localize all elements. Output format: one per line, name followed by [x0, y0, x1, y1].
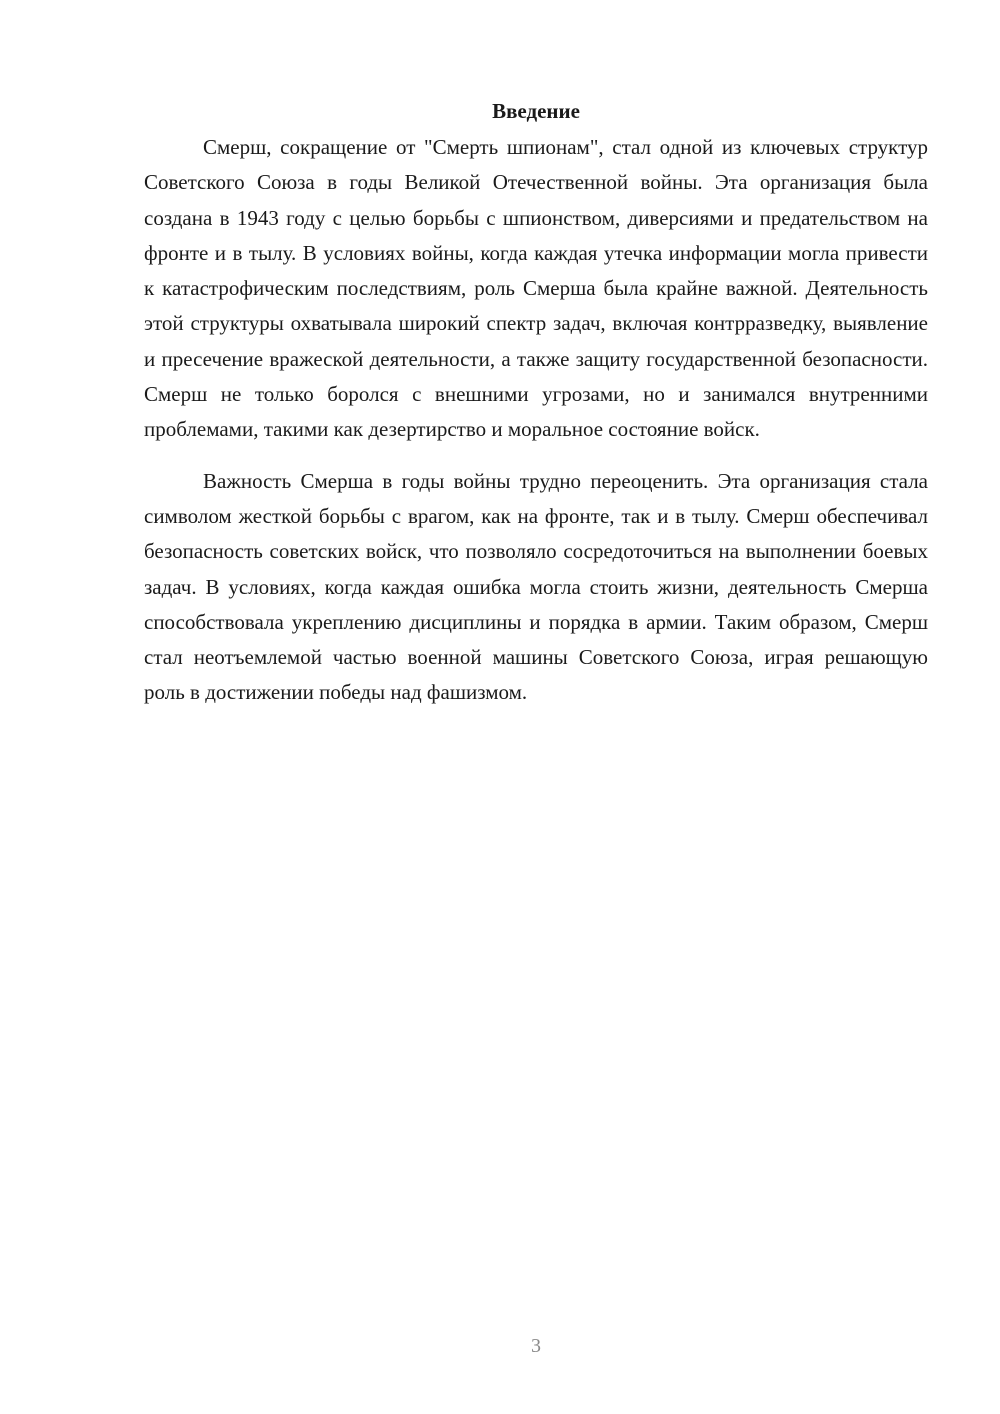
section-heading: Введение [492, 99, 580, 123]
page-number: 3 [531, 1335, 541, 1357]
paragraph-1: Смерш, сокращение от "Смерть шпионам", стал одной из ключевых структур Советского Союза в годы Великой Отечественной войны. Эта организация была создана в 1943 году с целью борьбы с шпионством, диверсиями и предательством на фронте и в тылу. В условиях войны, когда каждая утечка информации могла привести к катастрофическим последствиям, роль Смерша была крайне важной. Деятельность этой структуры охватывала широкий спектр задач, включая контрразведку, выявление и пресечение вражеской деятельности, а также защиту государственной безопасности. Смерш не только боролся с внешними угрозами, но и занимался внутренними проблемами, такими как дезертирство и моральное состояние войск. [144, 135, 928, 442]
paragraph-2: Важность Смерша в годы войны трудно переоценить. Эта организация стала символом жесткой борьбы с врагом, как на фронте, так и в тылу. Смерш обеспечивал безопасность советских войск, что позволяло сосредоточиться на выполнении боевых задач. В условиях, когда каждая ошибка могла стоить жизни, деятельность Смерша способствовала укреплению дисциплины и порядка в армии. Таким образом, Смерш стал неотъемлемой частью военной машины Советского Союза, играя решающую роль в достижении победы над фашизмом. [144, 468, 928, 705]
page-content [144, 96, 928, 711]
